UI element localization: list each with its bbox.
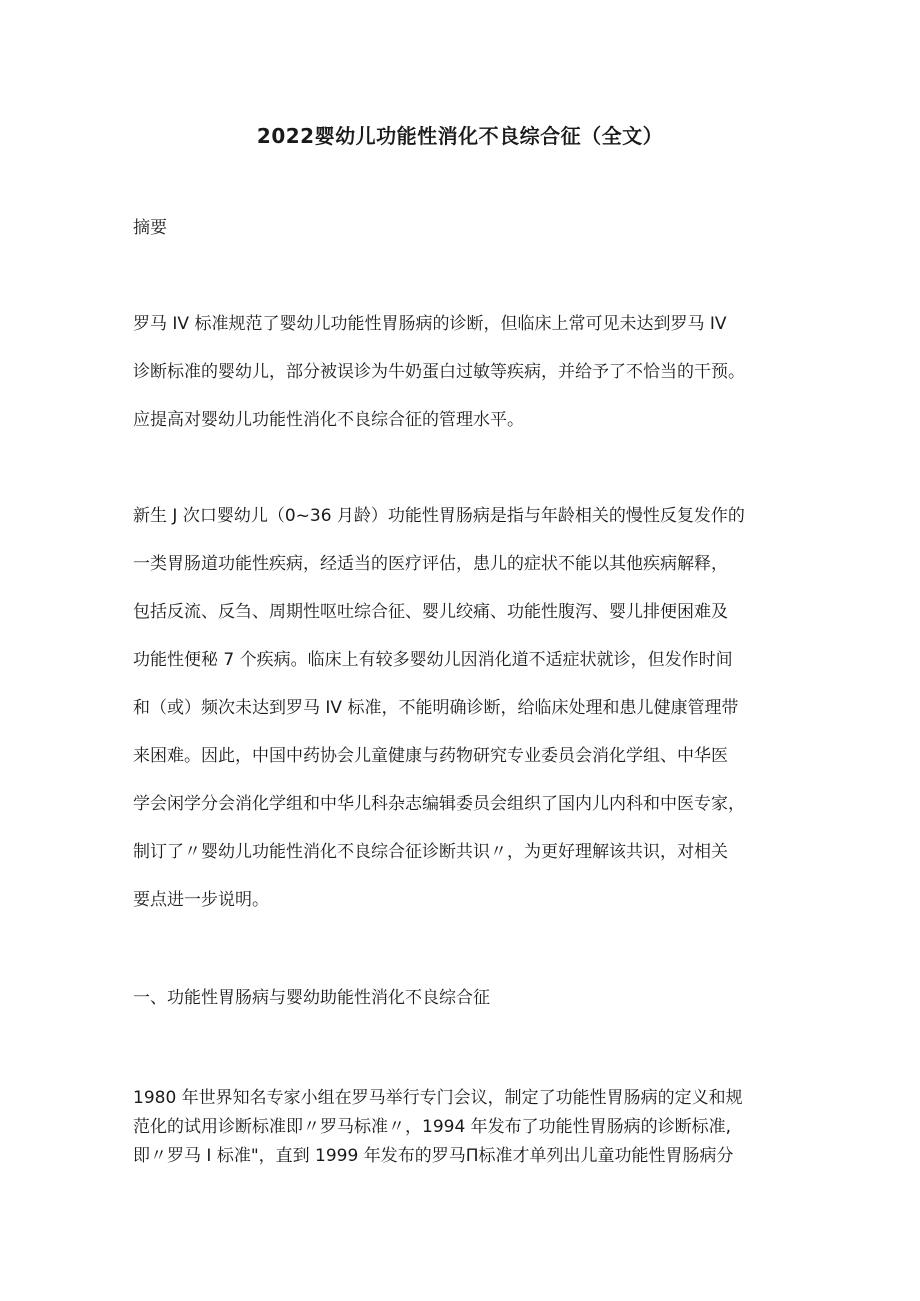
abstract-line: 罗马 IV 标准规范了婴幼儿功能性胃肠病的诊断，但临床上常可见未达到罗马 IV [133,314,727,334]
abstract-heading: 摘要 [133,218,167,238]
section-1-line: 1980 年世界知名专家小组在罗马举行专门会议，制定了功能性胃肠病的定义和规 [133,1088,743,1108]
intro-line: 制订了〃婴幼儿功能性消化不良综合征诊断共识〃，为更好理解该共识，对相关 [133,842,728,862]
intro-line: 要点进一步说明。 [133,890,269,910]
abstract-line: 诊断标准的婴幼儿，部分被误诊为牛奶蛋白过敏等疾病，并给予了不恰当的干预。 [133,362,745,382]
intro-line: 和（或）频次未达到罗马 IV 标准，不能明确诊断，给临床处理和患儿健康管理带 [133,698,739,718]
intro-paragraph [133,504,813,936]
abstract-paragraph [133,312,813,456]
intro-line: 新生 J 次口婴幼儿（0~36 月龄）功能性胃肠病是指与年龄相关的慢性反复发作的 [133,506,745,526]
intro-line: 包括反流、反刍、周期性呕吐综合征、婴儿绞痛、功能性腹泻、婴儿排便困难及 [133,602,728,622]
section-1-paragraph [133,1086,813,1173]
section-1-heading: 一、功能性胃肠病与婴幼助能性消化不良综合征 [133,988,490,1008]
intro-line: 学会闲学分会消化学组和中华儿科杂志编辑委员会组织了国内儿内科和中医专家， [133,794,745,814]
abstract-line: 应提高对婴幼儿功能性消化不良综合征的管理水平。 [133,410,524,430]
document-title: 2022婴幼儿功能性消化不良综合征（全文） [256,124,664,148]
intro-line: 功能性便秘 7 个疾病。临床上有较多婴幼儿因消化道不适症状就诊，但发作时间 [133,650,733,670]
section-1-line: 范化的试用诊断标准即〃罗马标准〃，1994 年发布了功能性胃肠病的诊断标准, [133,1117,732,1137]
intro-line: 一类胃肠道功能性疾病，经适当的医疗评估，患儿的症状不能以其他疾病解释， [133,554,728,574]
section-1-line: 即〃罗马 I 标准"，直到 1999 年发布的罗马Π标准才单列出儿童功能性胃肠病分 [133,1146,734,1166]
intro-line: 来困难。因此，中国中药协会儿童健康与药物研究专业委员会消化学组、中华医 [133,746,728,766]
